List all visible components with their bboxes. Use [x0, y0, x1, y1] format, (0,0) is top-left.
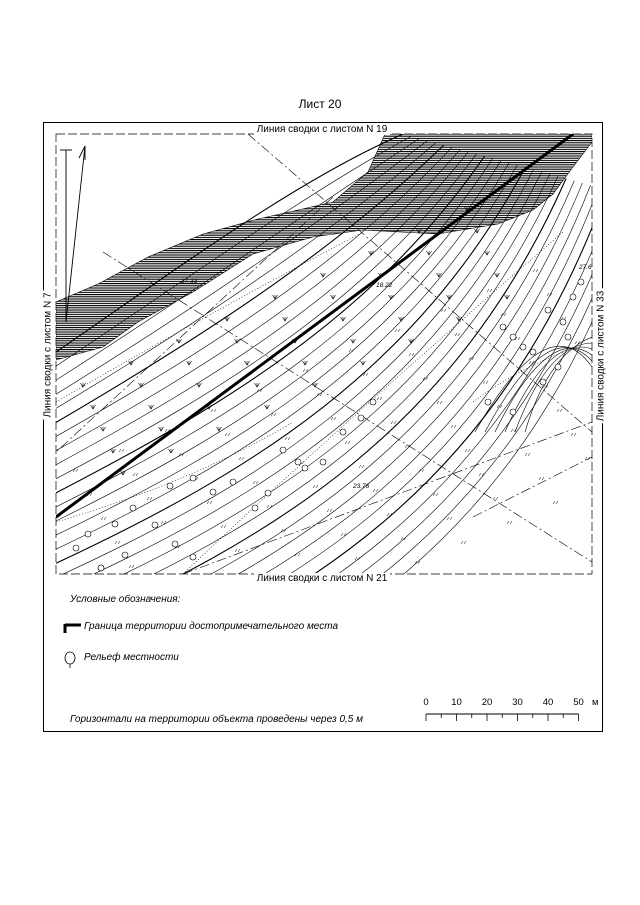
relief-symbol-icon: [530, 349, 536, 355]
meadow-symbol-icon: [507, 521, 512, 524]
grass-symbol-icon: [169, 449, 174, 453]
meadow-symbol-icon: [331, 417, 336, 420]
meadow-symbol-icon: [391, 421, 396, 424]
relief-symbol-icon: [172, 541, 178, 547]
meadow-symbol-icon: [571, 433, 576, 436]
legend-boundary-label: Граница территории достопримечательного места: [84, 621, 339, 632]
relief-symbol-icon: [485, 399, 491, 405]
meadow-symbol-icon: [133, 473, 138, 476]
relief-symbol-icon: [510, 409, 516, 415]
relief-symbol-icon: [570, 294, 576, 300]
relief-symbol-icon: [98, 565, 104, 571]
grass-symbol-icon: [245, 361, 250, 365]
meadow-symbol-icon: [437, 401, 442, 404]
grass-symbol-icon: [369, 251, 374, 255]
grass-symbol-icon: [177, 339, 182, 343]
grass-symbol-icon: [111, 449, 116, 453]
relief-symbol-icon: [565, 334, 571, 340]
meadow-symbol-icon: [405, 445, 410, 448]
grass-symbol-icon: [187, 361, 192, 365]
scale-tick-label: 0: [423, 697, 429, 708]
legend-heading: Условные обозначения:: [70, 594, 181, 605]
relief-symbol-icon: [73, 545, 79, 551]
legend-boundary-symbol: [65, 624, 81, 633]
relief-symbol-icon: [578, 279, 584, 285]
meadow-symbol-icon: [359, 465, 364, 468]
meadow-symbol-icon: [455, 333, 460, 336]
relief-symbol-icon: [302, 465, 308, 471]
meadow-symbol-icon: [493, 497, 498, 500]
scale-unit: м: [592, 697, 599, 708]
meadow-symbol-icon: [285, 437, 290, 440]
meadow-symbol-icon: [221, 525, 226, 528]
contour-interval-note: Горизонтали на территории объекта проведены через 0,5 м: [70, 714, 364, 725]
meadow-symbol-icon: [483, 381, 488, 384]
relief-symbol-icon: [167, 483, 173, 489]
meadow-symbol-icon: [147, 497, 152, 500]
meadow-symbol-icon: [447, 517, 452, 520]
relief-symbol-icon: [520, 344, 526, 350]
grass-symbol-icon: [341, 317, 346, 321]
meadow-symbol-icon: [525, 453, 530, 456]
relief-symbol-icon: [265, 490, 271, 496]
relief-symbol-icon: [358, 415, 364, 421]
map-canvas[interactable]: [43, 122, 603, 732]
meadow-symbol-icon: [451, 425, 456, 428]
grass-symbol-icon: [361, 361, 366, 365]
relief-symbol-icon: [190, 554, 196, 560]
relief-symbol-icon: [130, 505, 136, 511]
elevation-label: 23.76: [353, 483, 370, 490]
meadow-symbol-icon: [313, 485, 318, 488]
meadow-symbol-icon: [327, 509, 332, 512]
relief-symbol-icon: [280, 447, 286, 453]
relief-symbol-icon: [340, 429, 346, 435]
relief-symbol-icon: [85, 531, 91, 537]
scale-tick-label: 40: [542, 697, 554, 708]
relief-symbol-icon: [545, 307, 551, 313]
grass-symbol-icon: [149, 405, 154, 409]
grass-symbol-icon: [485, 251, 490, 255]
grass-symbol-icon: [101, 427, 106, 431]
relief-symbol-icon: [190, 475, 196, 481]
scale-tick-label: 20: [481, 697, 493, 708]
grass-symbol-icon: [139, 383, 144, 387]
meadow-symbol-icon: [345, 441, 350, 444]
elevation-label: 18.22: [376, 282, 393, 289]
meadow-symbol-icon: [539, 477, 544, 480]
relief-symbol-icon: [560, 319, 566, 325]
edge-label-bottom: Линия сводки с листом N 21: [0, 573, 640, 584]
grass-symbol-icon: [321, 273, 326, 277]
meadow-symbol-icon: [239, 457, 244, 460]
relief-symbol-icon: [152, 522, 158, 528]
elevation-label: 27.33: [181, 278, 198, 285]
meadow-symbol-icon: [441, 309, 446, 312]
legend-relief-symbol: [65, 652, 75, 664]
meadow-symbol-icon: [461, 541, 466, 544]
relief-symbol-icon: [370, 399, 376, 405]
relief-symbol-icon: [500, 324, 506, 330]
grass-symbol-icon: [91, 405, 96, 409]
relief-symbol-icon: [252, 505, 258, 511]
grass-symbol-icon: [129, 361, 134, 365]
grass-symbol-icon: [159, 427, 164, 431]
meadow-symbol-icon: [433, 493, 438, 496]
meadow-symbol-icon: [207, 501, 212, 504]
grass-symbol-icon: [505, 295, 510, 299]
grass-symbol-icon: [427, 251, 432, 255]
meadow-symbol-icon: [377, 397, 382, 400]
meadow-symbol-icon: [235, 549, 240, 552]
meadow-symbol-icon: [533, 269, 538, 272]
scale-tick-label: 10: [451, 697, 462, 708]
edge-label-top: Линия сводки с листом N 19: [0, 124, 640, 135]
meadow-symbol-icon: [373, 489, 378, 492]
relief-symbol-icon: [230, 479, 236, 485]
meadow-symbol-icon: [115, 541, 120, 544]
grass-symbol-icon: [303, 361, 308, 365]
grass-symbol-icon: [283, 317, 288, 321]
relief-symbol-icon: [540, 379, 546, 385]
scale-bar: [420, 694, 605, 724]
meadow-symbol-icon: [129, 565, 134, 568]
meadow-symbol-icon: [395, 329, 400, 332]
meadow-symbol-icon: [225, 433, 230, 436]
edge-label-right: Линия сводки с листом N 33: [595, 290, 607, 422]
relief-symbol-icon: [510, 334, 516, 340]
meadow-symbol-icon: [487, 289, 492, 292]
relief-symbol-icon: [122, 552, 128, 558]
relief-symbol-icon: [320, 459, 326, 465]
scale-tick-label: 50: [573, 697, 584, 708]
grass-symbol-icon: [351, 339, 356, 343]
meadow-symbol-icon: [557, 409, 562, 412]
edge-label-left: Линия сводки с листом N 7: [42, 292, 54, 418]
meadow-symbol-icon: [253, 481, 258, 484]
meadow-symbol-icon: [211, 409, 216, 412]
grass-symbol-icon: [331, 295, 336, 299]
meadow-symbol-icon: [465, 449, 470, 452]
grass-symbol-icon: [265, 405, 270, 409]
grass-symbol-icon: [495, 273, 500, 277]
elevation-label: 27.6: [579, 264, 592, 271]
scale-tick-label: 30: [512, 697, 523, 708]
relief-symbol-icon: [112, 521, 118, 527]
meadow-symbol-icon: [101, 517, 106, 520]
sheet-title: Лист 20: [298, 97, 342, 111]
meadow-symbol-icon: [553, 501, 558, 504]
meadow-symbol-icon: [409, 353, 414, 356]
relief-symbol-icon: [295, 459, 301, 465]
grass-symbol-icon: [255, 383, 260, 387]
grass-symbol-icon: [217, 427, 222, 431]
relief-symbol-icon: [210, 489, 216, 495]
relief-symbol-icon: [555, 364, 561, 370]
legend-relief-label: Рельеф местности: [84, 652, 179, 663]
meadow-symbol-icon: [119, 449, 124, 452]
